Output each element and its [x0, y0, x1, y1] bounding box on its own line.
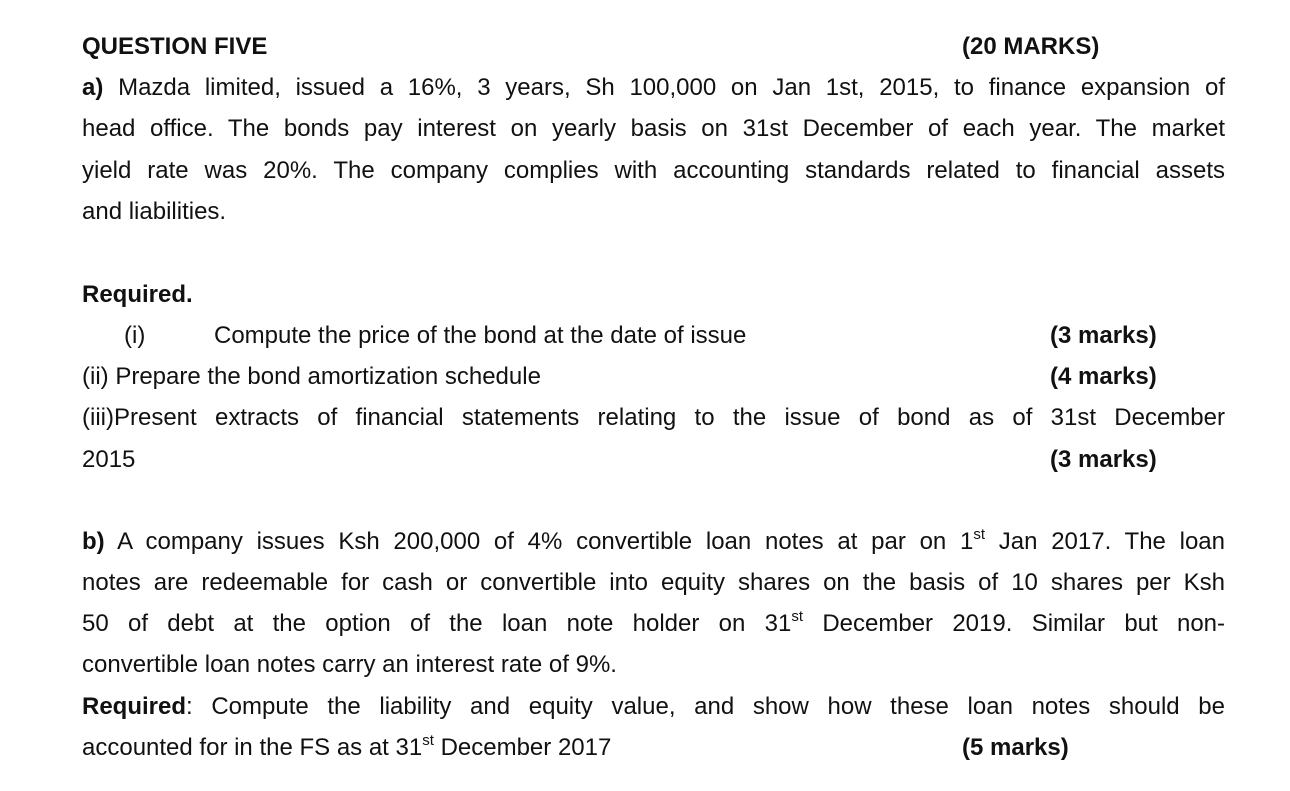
- part-a-text-1: Mazda limited, issued a 16%, 3 years, Sh 100,000 on Jan 1st, 2015, to finance expansion of: [118, 74, 1226, 101]
- part-b-text-3-sup: st: [791, 608, 804, 625]
- part-a-item-ii: [82, 361, 1225, 393]
- part-b-text-3-pre: 50 of debt at the option of the loan note holder on 31: [82, 610, 792, 637]
- part-b-text-6-pre: accounted for in the FS as at 31: [82, 734, 423, 761]
- question-title: QUESTION FIVE: [82, 33, 268, 60]
- part-b-marks: (5 marks): [962, 734, 1069, 761]
- part-b-text-3-post: December 2019. Similar but non-: [822, 610, 1226, 637]
- part-b-text-1-pre: A company issues Ksh 200,000 of 4% convertible loan notes at par on 1: [117, 528, 974, 555]
- part-a-item-i: [82, 320, 1225, 352]
- part-a-line-2: head office. The bonds pay interest on yearly basis on 31st December of each year. The market: [82, 115, 1225, 142]
- item-iii-marks: (3 marks): [1050, 446, 1157, 473]
- part-b-required-text: : Compute the liability and equity value, and show how these loan notes should be: [186, 693, 1225, 720]
- item-ii-text: Prepare the bond amortization schedule: [115, 363, 541, 390]
- part-a-label: a): [82, 74, 104, 101]
- item-i-number: (i): [124, 322, 146, 349]
- part-b-text-1-sup: st: [973, 526, 986, 543]
- part-b-line-6: [82, 732, 1225, 764]
- question-total-marks: (20 MARKS): [962, 33, 1100, 60]
- item-iii-text-cont: 2015: [82, 446, 136, 473]
- item-iii-text: Present extracts of financial statements relating to the issue of bond as of 31st December: [113, 404, 1225, 431]
- part-b-line-3: [82, 608, 1225, 640]
- part-b-line-1: [82, 526, 1225, 558]
- part-a-line-1: [82, 72, 1225, 104]
- part-a-line-3: yield rate was 20%. The company complies with accounting standards related to financial assets: [82, 157, 1225, 184]
- part-b-text-6-post: December 2017: [440, 734, 612, 761]
- item-i-text: Compute the price of the bond at the date of issue: [214, 322, 747, 349]
- part-a-item-iii: [82, 402, 1225, 434]
- item-ii-number: (ii): [82, 363, 109, 390]
- part-a-line-4: and liabilities.: [82, 198, 227, 225]
- part-a-required-label: Required.: [82, 281, 193, 308]
- part-b-text-6-sup: st: [422, 732, 434, 749]
- part-b-line-2: notes are redeemable for cash or convertible into equity shares on the basis of 10 shares per Ksh: [82, 569, 1225, 596]
- part-b-required-line: [82, 691, 1225, 723]
- part-a-item-iii-cont: [82, 444, 1225, 476]
- part-b-line-4: convertible loan notes carry an interest rate of 9%.: [82, 651, 617, 678]
- part-b-text-1-post: Jan 2017. The loan: [998, 528, 1226, 555]
- item-iii-number: (iii): [82, 404, 114, 431]
- item-ii-marks: (4 marks): [1050, 363, 1157, 390]
- part-b-required-label: Required: [82, 693, 187, 720]
- item-i-marks: (3 marks): [1050, 322, 1157, 349]
- question-header: [82, 31, 1225, 63]
- part-b-label: b): [82, 528, 105, 555]
